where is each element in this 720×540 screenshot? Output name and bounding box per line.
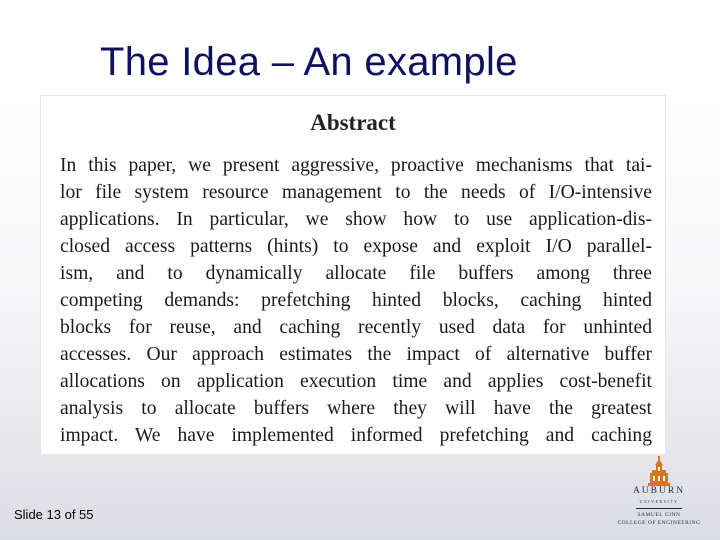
abstract-line: blocks for reuse, and caching recently used data for unhinted: [60, 317, 652, 338]
abstract-excerpt-image: [41, 96, 665, 454]
abstract-line: competing demands: prefetching hinted blocks, caching hinted: [60, 290, 652, 311]
abstract-line: applications. In particular, we show how to use application-dis-: [60, 209, 652, 230]
logo-divider: [636, 508, 682, 509]
logo-subtitle: UNIVERSITY: [639, 499, 679, 504]
logo-name: AUBURN: [632, 486, 686, 496]
auburn-logo: [612, 456, 706, 532]
abstract-body: [60, 152, 652, 449]
abstract-line: In this paper, we present aggressive, proactive mechanisms that tai-: [60, 155, 652, 176]
abstract-line: accesses. Our approach estimates the impact of alternative buffer: [60, 344, 652, 365]
logo-line-2: COLLEGE OF ENGINEERING: [617, 520, 701, 526]
abstract-line: allocations on application execution time and applies cost-benefit: [60, 371, 652, 392]
abstract-line: impact. We have implemented informed prefetching and caching: [60, 425, 652, 446]
abstract-line: ism, and to dynamically allocate file buffers among three: [60, 263, 652, 284]
slide-number: Slide 13 of 55: [14, 507, 94, 522]
slide-title: The Idea – An example: [100, 40, 518, 84]
abstract-line: lor file system resource management to the needs of I/O-intensive: [60, 182, 652, 203]
abstract-line: closed access patterns (hints) to expose and exploit I/O parallel-: [60, 236, 652, 257]
abstract-line: analysis to allocate buffers where they will have the greatest: [60, 398, 652, 419]
tower-icon: [646, 456, 672, 486]
abstract-heading: Abstract: [310, 110, 396, 135]
logo-line-1: SAMUEL GINN: [637, 512, 681, 518]
